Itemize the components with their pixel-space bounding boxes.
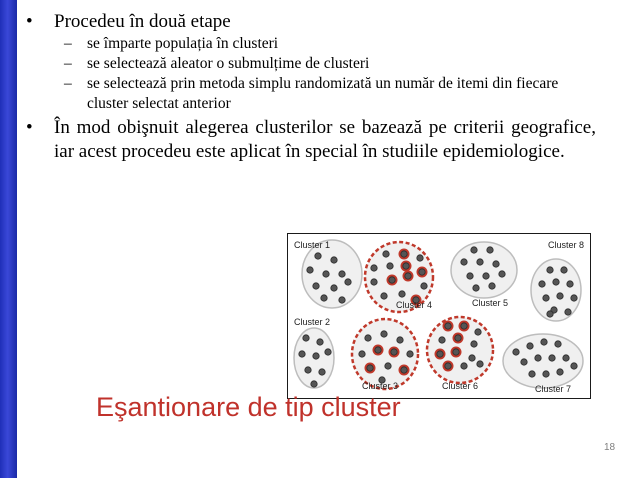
cluster-item-dot bbox=[461, 363, 467, 369]
cluster-item-dot bbox=[529, 371, 535, 377]
cluster-item-dot bbox=[489, 283, 495, 289]
dash-icon: – bbox=[64, 55, 72, 72]
cluster-item-dot bbox=[499, 271, 505, 277]
cluster-label: Cluster 6 bbox=[441, 381, 479, 391]
cluster-item-dot bbox=[477, 361, 483, 367]
cluster-item-dot bbox=[445, 363, 451, 369]
bullet-text: Procedeu în două etape bbox=[54, 11, 231, 32]
cluster-item-dot bbox=[403, 263, 409, 269]
cluster-item-dot bbox=[563, 355, 569, 361]
cluster-label: Cluster 5 bbox=[471, 298, 509, 308]
cluster-ellipse bbox=[302, 240, 362, 308]
cluster-item-dot bbox=[339, 297, 345, 303]
cluster-item-dot bbox=[571, 295, 577, 301]
cluster-item-dot bbox=[471, 341, 477, 347]
cluster-diagram bbox=[287, 233, 591, 399]
bullet-text: În mod obişnuit alegerea clusterilor se bazează pe criterii geografice, iar acest procedeu este aplicat în special în studiile epidemiologice. bbox=[54, 117, 596, 162]
bullet-icon: • bbox=[26, 11, 33, 32]
bullet-icon: • bbox=[26, 117, 33, 138]
cluster-label: Cluster 1 bbox=[294, 240, 331, 250]
cluster-item-dot bbox=[367, 365, 373, 371]
cluster-item-dot bbox=[325, 349, 331, 355]
cluster-label: Cluster 2 bbox=[294, 317, 331, 327]
dash-icon: – bbox=[64, 35, 72, 52]
cluster-item-dot bbox=[543, 295, 549, 301]
cluster-item-dot bbox=[317, 339, 323, 345]
sub-bullet-item bbox=[26, 74, 596, 114]
cluster-item-dot bbox=[467, 273, 473, 279]
cluster-label: Cluster 4 bbox=[395, 300, 433, 310]
cluster-item-dot bbox=[557, 293, 563, 299]
cluster-item-dot bbox=[371, 265, 377, 271]
cluster-item-dot bbox=[313, 283, 319, 289]
bullet-item bbox=[26, 116, 596, 164]
sub-bullet-text: se selectează aleator o submulțime de clusteri bbox=[87, 55, 370, 72]
cluster-item-dot bbox=[421, 283, 427, 289]
cluster-item-dot bbox=[571, 363, 577, 369]
cluster-item-dot bbox=[469, 355, 475, 361]
cluster-item-dot bbox=[389, 277, 395, 283]
cluster-item-dot bbox=[399, 291, 405, 297]
cluster-item-dot bbox=[541, 339, 547, 345]
cluster-item-dot bbox=[439, 337, 445, 343]
cluster-item-dot bbox=[305, 367, 311, 373]
cluster-item-dot bbox=[381, 331, 387, 337]
cluster-item-dot bbox=[319, 369, 325, 375]
cluster-label: Cluster 7 bbox=[534, 384, 572, 394]
cluster-item-dot bbox=[303, 335, 309, 341]
cluster-item-dot bbox=[345, 279, 351, 285]
cluster-label: Cluster 8 bbox=[547, 240, 584, 250]
bullet-list bbox=[26, 10, 596, 164]
cluster-item-dot bbox=[331, 257, 337, 263]
cluster-item-dot bbox=[475, 329, 481, 335]
cluster-diagram-svg bbox=[288, 234, 592, 400]
cluster-item-dot bbox=[321, 295, 327, 301]
cluster-label: Cluster 3 bbox=[361, 381, 399, 391]
cluster-item-dot bbox=[405, 273, 411, 279]
cluster-item-dot bbox=[419, 269, 425, 275]
cluster-item-dot bbox=[473, 285, 479, 291]
cluster-item-dot bbox=[567, 281, 573, 287]
cluster-item-dot bbox=[311, 381, 317, 387]
cluster-item-dot bbox=[323, 271, 329, 277]
cluster-item-dot bbox=[339, 271, 345, 277]
cluster-item-dot bbox=[547, 311, 553, 317]
cluster-item-dot bbox=[527, 343, 533, 349]
cluster-item-dot bbox=[313, 353, 319, 359]
cluster-item-dot bbox=[315, 253, 321, 259]
cluster-item-dot bbox=[401, 367, 407, 373]
cluster-ellipse bbox=[451, 242, 517, 298]
cluster-item-dot bbox=[385, 363, 391, 369]
cluster-item-dot bbox=[371, 279, 377, 285]
cluster-item-dot bbox=[539, 281, 545, 287]
cluster-item-dot bbox=[461, 259, 467, 265]
cluster-item-dot bbox=[381, 293, 387, 299]
sub-bullet-item bbox=[26, 54, 596, 74]
bullet-item bbox=[26, 10, 596, 34]
page-number: 18 bbox=[604, 442, 616, 453]
cluster-item-dot bbox=[455, 335, 461, 341]
cluster-item-dot bbox=[471, 247, 477, 253]
cluster-item-dot bbox=[547, 267, 553, 273]
cluster-item-dot bbox=[359, 351, 365, 357]
cluster-item-dot bbox=[557, 369, 563, 375]
cluster-item-dot bbox=[513, 349, 519, 355]
cluster-item-dot bbox=[461, 323, 467, 329]
cluster-item-dot bbox=[487, 247, 493, 253]
cluster-item-dot bbox=[365, 335, 371, 341]
cluster-item-dot bbox=[477, 259, 483, 265]
cluster-item-dot bbox=[549, 355, 555, 361]
cluster-item-dot bbox=[307, 267, 313, 273]
sub-bullet-text: se selectează prin metoda simplu randomizată un număr de itemi din fiecare cluster selectat anterior bbox=[87, 75, 559, 112]
sub-bullet-item bbox=[26, 34, 596, 54]
cluster-item-dot bbox=[561, 267, 567, 273]
cluster-item-dot bbox=[417, 255, 423, 261]
cluster-item-dot bbox=[555, 341, 561, 347]
cluster-item-dot bbox=[521, 359, 527, 365]
cluster-item-dot bbox=[535, 355, 541, 361]
cluster-item-dot bbox=[387, 263, 393, 269]
cluster-item-dot bbox=[401, 251, 407, 257]
cluster-item-dot bbox=[397, 337, 403, 343]
sub-bullet-text: se împarte populația în clusteri bbox=[87, 35, 279, 52]
cluster-item-dot bbox=[375, 347, 381, 353]
cluster-item-dot bbox=[331, 285, 337, 291]
cluster-item-dot bbox=[543, 371, 549, 377]
cluster-item-dot bbox=[553, 279, 559, 285]
cluster-item-dot bbox=[483, 273, 489, 279]
dash-icon: – bbox=[64, 75, 72, 92]
cluster-item-dot bbox=[493, 261, 499, 267]
cluster-item-dot bbox=[445, 323, 451, 329]
cluster-item-dot bbox=[437, 351, 443, 357]
cluster-item-dot bbox=[391, 349, 397, 355]
slide-caption: Eşantionare de tip cluster bbox=[96, 392, 401, 422]
cluster-item-dot bbox=[407, 351, 413, 357]
cluster-item-dot bbox=[453, 349, 459, 355]
cluster-item-dot bbox=[565, 309, 571, 315]
cluster-item-dot bbox=[383, 251, 389, 257]
cluster-item-dot bbox=[299, 351, 305, 357]
left-accent-bar bbox=[0, 0, 17, 478]
